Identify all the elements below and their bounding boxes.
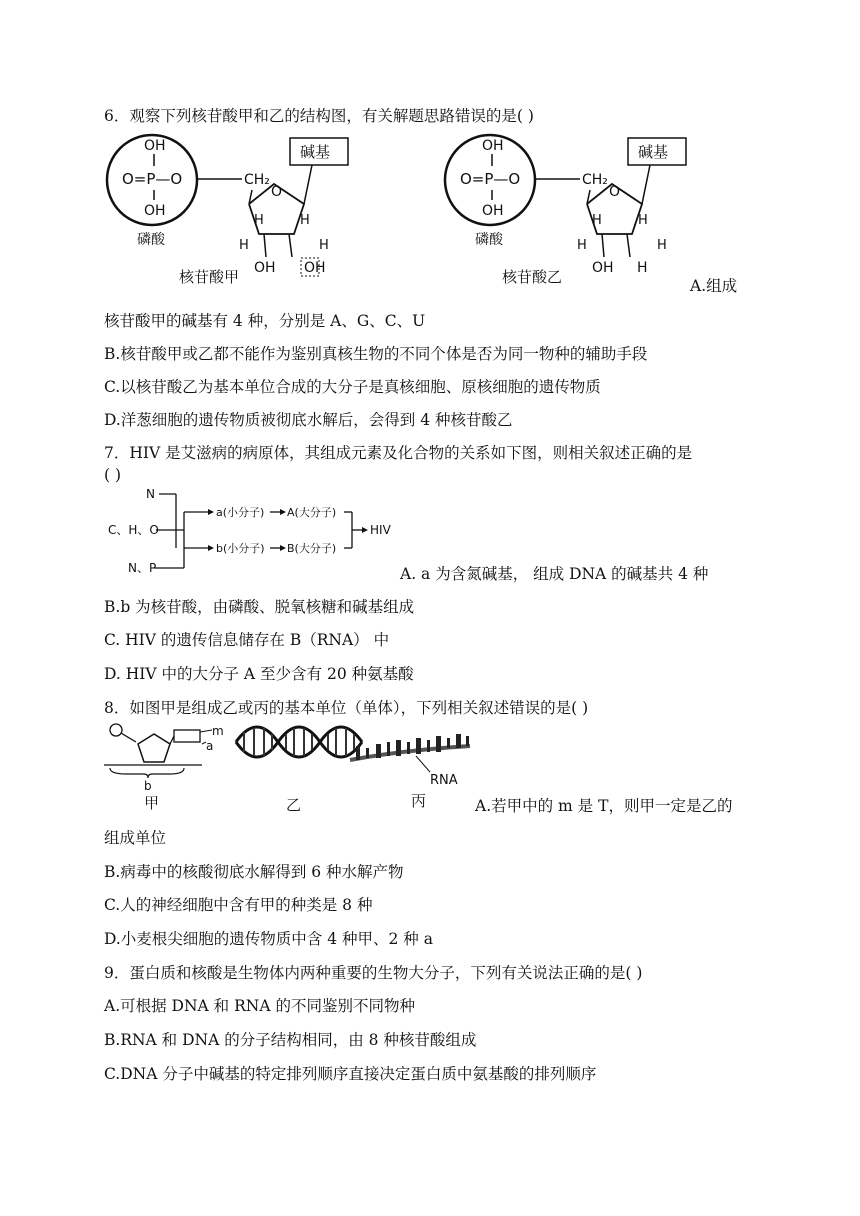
p-row: O=P—O (122, 170, 183, 188)
h-left: H (592, 213, 602, 228)
oh-bottom: OH (144, 203, 166, 219)
label-yi: 核苷酸乙 (502, 268, 563, 286)
p-row: O=P—O (460, 170, 521, 188)
oh-bottom: OH (482, 203, 504, 219)
oh-c3: OH (254, 260, 276, 276)
label-yi: 乙 (286, 796, 302, 814)
nucleic-acid-figure (104, 720, 489, 816)
pentose-ring (138, 734, 170, 762)
q8-stem: 8．如图甲是组成乙或丙的基本单位（单体），下列相关叙述错误的是( ) (104, 699, 589, 717)
q7-option-a: A. a 为含氮碱基， 组成 DNA 的碱基共 4 种 (400, 565, 709, 583)
q8-option-d: D.小麦根尖细胞的遗传物质中含 4 种甲、2 种 a (104, 930, 433, 948)
row-a-small: a(小分子) (216, 506, 265, 519)
h-right: H (300, 213, 310, 228)
h-c3: H (577, 238, 587, 253)
q8-option-b: B.病毒中的核酸彻底水解得到 6 种水解产物 (104, 863, 404, 881)
q9-option-a: A.可根据 DNA 和 RNA 的不同鉴别不同物种 (104, 997, 415, 1015)
ring-o: O (609, 184, 621, 200)
q9-stem: 9．蛋白质和核酸是生物体内两种重要的生物大分子，下列有关说法正确的是( ) (104, 964, 643, 982)
elem-n: N (146, 487, 155, 501)
row-b-big: B(大分子) (287, 542, 337, 555)
oh-top: OH (482, 138, 504, 154)
oh-top: OH (144, 138, 166, 154)
q6-option-a-rest: 核苷酸甲的碱基有 4 种，分别是 A、G、C、U (104, 312, 426, 330)
brace (110, 768, 184, 778)
label-jia: 甲 (144, 794, 160, 812)
label-m: m (212, 724, 224, 738)
q9-option-c: C.DNA 分子中碱基的特定排列顺序直接决定蛋白质中氨基酸的排列顺序 (104, 1065, 597, 1083)
q8-option-c: C.人的神经细胞中含有甲的种类是 8 种 (104, 896, 373, 914)
h-c2: H (319, 238, 329, 253)
ch2-label: CH₂ (582, 172, 608, 188)
h-right: H (638, 213, 648, 228)
hiv-composition-diagram (104, 484, 404, 580)
label-b: b (144, 779, 152, 793)
q7-option-d: D. HIV 中的大分子 A 至少含有 20 种氨基酸 (104, 665, 414, 683)
q7-stem: 7．HIV 是艾滋病的病原体，其组成元素及化合物的关系如下图，则相关叙述正确的是 (104, 444, 693, 462)
q7-stem-paren: ( ) (104, 466, 122, 484)
q6-option-c: C.以核苷酸乙为基本单位合成的大分子是真核细胞、原核细胞的遗传物质 (104, 378, 601, 396)
phosphate-circle (110, 724, 122, 736)
elem-np: N、P (128, 561, 157, 575)
elem-cho: C、H、O (108, 523, 159, 537)
dna-helix (236, 727, 362, 757)
base-label: 碱基 (638, 143, 669, 161)
q7-option-b: B.b 为核苷酸，由磷酸、脱氧核糖和碱基组成 (104, 598, 415, 616)
ring-o: O (271, 184, 283, 200)
h-c3: H (239, 238, 249, 253)
h-c2: H (657, 238, 667, 253)
h-left: H (254, 213, 264, 228)
base-rect (174, 730, 200, 742)
q8-option-a-rest: 组成单位 (104, 829, 167, 847)
phosphate-label: 磷酸 (137, 232, 165, 248)
label-a: a (206, 739, 214, 753)
hiv-label: HIV (370, 523, 391, 537)
base-label: 碱基 (300, 143, 331, 161)
q6-option-d: D.洋葱细胞的遗传物质被彻底水解后，会得到 4 种核苷酸乙 (104, 411, 513, 429)
q8-option-a-start: A.若甲中的 m 是 T，则甲一定是乙的 (475, 797, 733, 815)
q6-stem: 6．观察下列核苷酸甲和乙的结构图，有关解题思路错误的是( ) (104, 107, 534, 125)
ch2-label: CH₂ (244, 172, 270, 188)
nucleotide-jia-figure (104, 132, 354, 292)
row-b-small: b(小分子) (216, 542, 265, 555)
oh-c3: OH (592, 260, 614, 276)
q6-option-a-start: A.组成 (690, 277, 738, 295)
q7-option-c: C. HIV 的遗传信息储存在 B（RNA） 中 (104, 631, 390, 649)
phosphate-label: 磷酸 (475, 232, 503, 248)
h-c2-bottom: H (637, 260, 648, 276)
label-jia: 核苷酸甲 (179, 268, 240, 286)
rna-strand (350, 734, 470, 760)
label-bing: 丙 (411, 792, 427, 810)
q9-option-b: B.RNA 和 DNA 的分子结构相同，由 8 种核苷酸组成 (104, 1031, 477, 1049)
nucleotide-yi-figure (442, 132, 692, 292)
oh-c2: OH (304, 260, 326, 276)
q6-option-b: B.核苷酸甲或乙都不能作为鉴别真核生物的不同个体是否为同一物种的辅助手段 (104, 345, 648, 363)
label-rna: RNA (430, 773, 458, 788)
row-a-big: A(大分子) (287, 506, 337, 519)
